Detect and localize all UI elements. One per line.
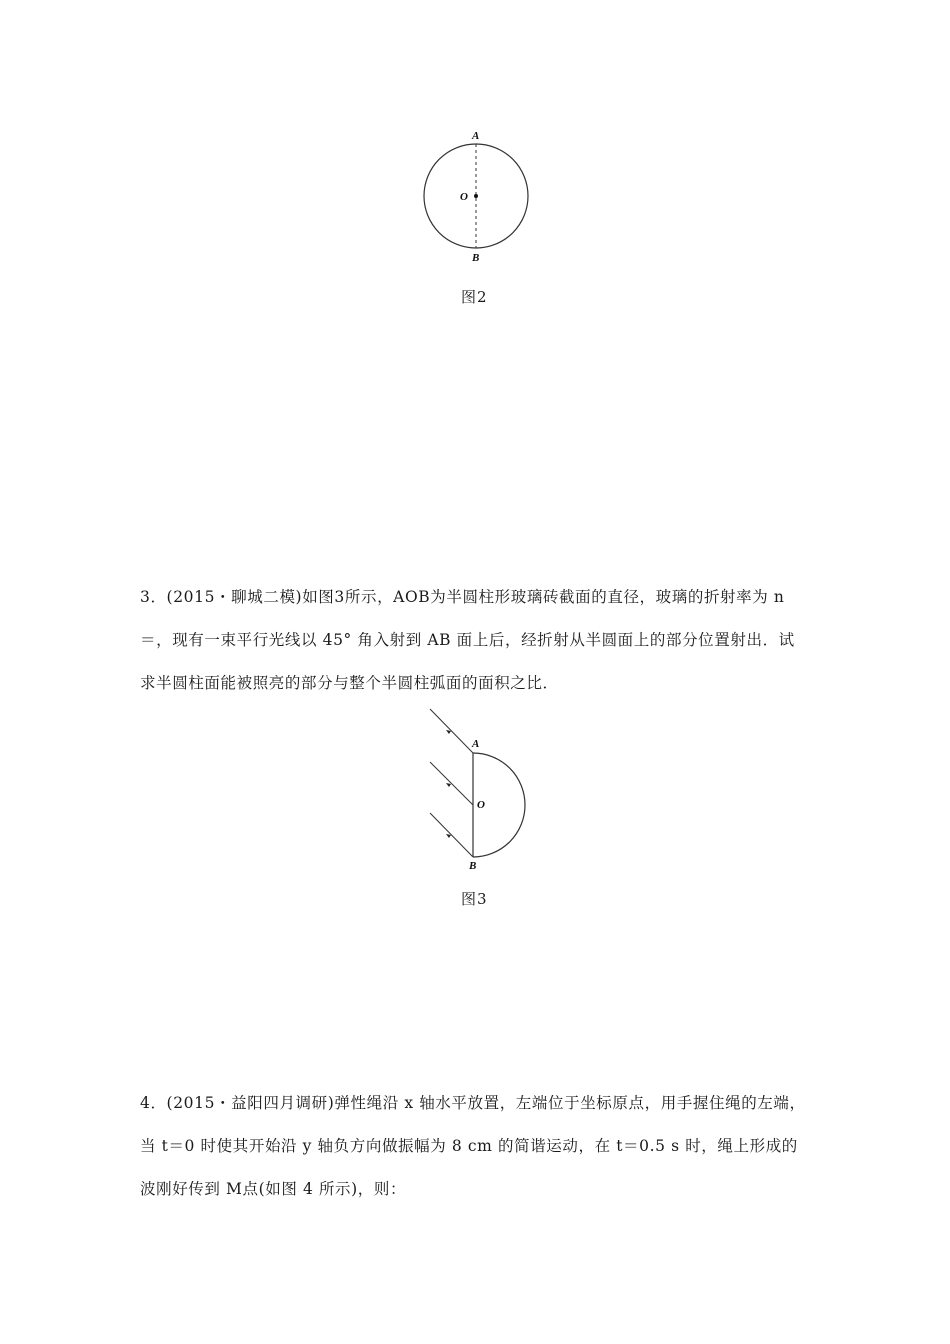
problem-4-text [140,1082,840,1211]
label-b: B [472,252,480,264]
problem-3-line-1: 3．(2015・聊城二模)如图3所示，AOB为半圆柱形玻璃砖截面的直径，玻璃的折射率为 n [140,588,785,606]
figure-3-caption: 图3 [461,890,488,908]
problem-4-line-1: 4．(2015・益阳四月调研)弹性绳沿 x 轴水平放置，左端位于坐标原点，用手握住绳的左端， [140,1094,806,1112]
figure-2-caption: 图2 [461,288,488,306]
label-a: A [472,130,480,142]
problem-3-line-2: ＝，现有一束平行光线以 45° 角入射到 AB 面上后，经折射从半圆面上的部分位置射出．试 [140,631,795,649]
problem-4-line-2: 当 t＝0 时使其开始沿 y 轴负方向做振幅为 8 cm 的简谐运动，在 t＝0.5 s 时，绳上形成的 [140,1137,798,1155]
incident-ray-bottom [430,813,473,857]
label-o: O [477,799,485,811]
label-a: A [472,738,480,750]
incident-ray-middle [430,762,473,805]
incident-ray-top [430,709,473,753]
label-o: O [460,191,468,203]
problem-4-line-3: 波刚好传到 M点(如图 4 所示)，则： [140,1180,407,1198]
arrow-head-middle [446,783,451,787]
problem-3-line-3: 求半圆柱面能被照亮的部分与整个半圆柱弧面的面积之比． [140,674,559,692]
label-b: B [469,860,477,872]
arrow-head-top [446,730,451,734]
arrow-head-bottom [446,834,451,838]
